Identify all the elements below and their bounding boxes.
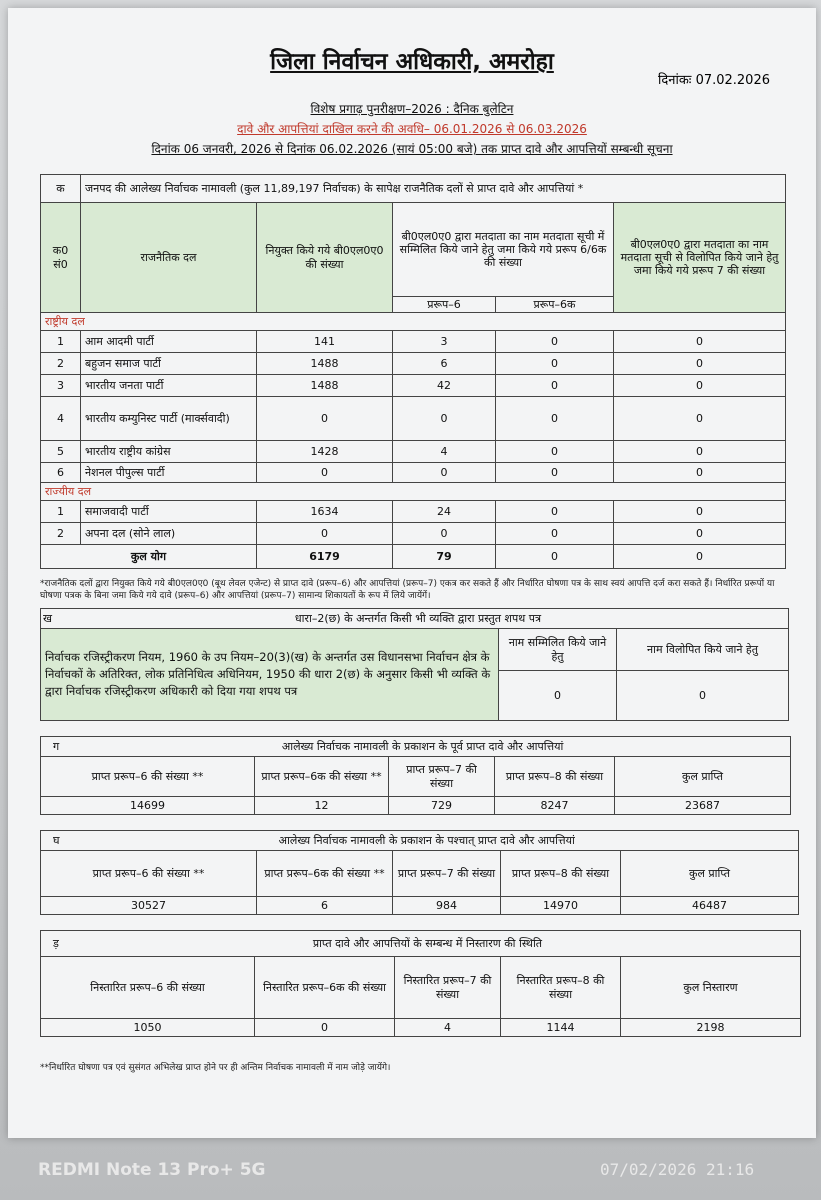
cell-sno: 2: [41, 523, 81, 545]
table-row: [41, 463, 786, 483]
col-header: निस्तारित प्ररूप–8 की संख्या: [501, 957, 621, 1019]
cell-form6k: 0: [496, 375, 614, 397]
col-header-sno: क0 सं0: [41, 203, 81, 313]
col-header-include: नाम सम्मिलित किये जाने हेतु: [499, 629, 617, 671]
col-header-add: बी0एल0ए0 द्वारा मतदाता का नाम मतदाता सूची में सम्मिलित किये जाने हेतु जमा किये गये प्ररूप 6/6क की संख्या: [393, 203, 614, 297]
value-cell: 14970: [501, 897, 621, 915]
col-header-bla: नियुक्त किये गये बी0एल0ए0 की संख्या: [257, 203, 393, 313]
cell-bla: 1488: [257, 353, 393, 375]
section-heading: जनपद की आलेख्य निर्वाचक नामावली (कुल 11,89,197 निर्वाचक) के सापेक्ष राजनैतिक दलों से प्राप्त दावे और आपत्तियां *: [81, 175, 786, 203]
affidavit-description: निर्वाचक रजिस्ट्रीकरण नियम, 1960 के उप नियम–20(3)(ख) के अन्तर्गत उस विधानसभा निर्वाचन क्षेत्र के निर्वाचकों के अतिरिक्त, लोक प्रतिनिधित्व अधिनियम, 1950 की धारा 2(छ) के अनुसार किसी भी व्यक्ति के द्वारा निर्वाचक रजिस्ट्रीकरण अधिकारी को दिया गया शपथ पत्र: [41, 629, 499, 721]
section-heading: [41, 831, 799, 851]
cell-form7: 0: [614, 441, 786, 463]
section-title: आलेख्य निर्वाचक नामावली के प्रकाशन के पश्चात् प्राप्त दावे और आपत्तियां: [278, 833, 575, 847]
total-form6k: 0: [496, 545, 614, 569]
value-delete: 0: [617, 671, 789, 721]
section-ka-footnote: *राजनैतिक दलों द्वारा नियुक्त किये गये बी0एल0ए0 (बूथ लेवल एजेन्ट) से प्राप्त दावे (प्ररूप–6) और आपत्तियां (प्ररूप–7) एकत्र कर सकते हैं और निर्धारित घोषणा पत्र के साथ स्वयं आपत्ति दर्ज करा सकते हैं। निर्धारित प्ररूपों या घोषणा पत्रक के बिना जमा किये गये दावे (प्ररूप–6) और आपत्तियां (प्ररूप–7) सामान्य शिकायतों के रूप में लिये जायेंगें।: [40, 579, 775, 602]
col-header: कुल निस्तारण: [621, 957, 801, 1019]
section-letter: घ: [53, 833, 60, 847]
section-title: आलेख्य निर्वाचक नामावली के प्रकाशन के पूर्व प्राप्त दावे और आपत्तियां: [281, 739, 564, 753]
value-cell: 23687: [615, 797, 791, 815]
col-header: प्राप्त प्ररूप–7 की संख्या: [389, 757, 495, 797]
col-header: प्राप्त प्ररूप–8 की संख्या: [501, 851, 621, 897]
cell-bla: 1428: [257, 441, 393, 463]
cell-sno: 3: [41, 375, 81, 397]
section-letter: ग: [53, 739, 60, 753]
cell-form6: 0: [393, 523, 496, 545]
bottom-note: **निर्धारित घोषणा पत्र एवं सुसंगत अभिलेख प्राप्त होने पर ही अन्तिम निर्वाचक नामावली में नाम जोड़े जायेंगे।: [40, 1063, 391, 1073]
cell-form6k: 0: [496, 501, 614, 523]
cell-sno: 5: [41, 441, 81, 463]
col-header: प्राप्त प्ररूप–8 की संख्या: [495, 757, 615, 797]
cell-sno: 1: [41, 501, 81, 523]
col-header: प्राप्त प्ररूप–6 की संख्या **: [41, 851, 257, 897]
table-row: [41, 331, 786, 353]
section-letter: ख: [43, 611, 52, 625]
subheader-form6: प्ररूप–6: [393, 297, 496, 313]
cell-party: समाजवादी पार्टी: [81, 501, 257, 523]
cell-form6k: 0: [496, 331, 614, 353]
value-cell: 0: [255, 1019, 395, 1037]
col-header: निस्तारित प्ररूप–7 की संख्या: [395, 957, 501, 1019]
cell-form6: 3: [393, 331, 496, 353]
cell-form6: 0: [393, 397, 496, 441]
section-heading: [41, 609, 789, 629]
cell-sno: 1: [41, 331, 81, 353]
cell-form7: 0: [614, 353, 786, 375]
cell-sno: 6: [41, 463, 81, 483]
cell-bla: 0: [257, 397, 393, 441]
col-header: प्राप्त प्ररूप–7 की संख्या: [393, 851, 501, 897]
cell-form6k: 0: [496, 353, 614, 375]
value-include: 0: [499, 671, 617, 721]
bulletin-subtitle: विशेष प्रगाढ़ पुनरीक्षण–2026 : दैनिक बुलेटिन: [310, 102, 514, 116]
total-bla: 6179: [257, 545, 393, 569]
cell-form6: 4: [393, 441, 496, 463]
cell-sno: 2: [41, 353, 81, 375]
value-cell: 4: [395, 1019, 501, 1037]
cell-party: भारतीय राष्ट्रीय कांग्रेस: [81, 441, 257, 463]
value-cell: 2198: [621, 1019, 801, 1037]
claim-period: दावे और आपत्तियां दाखिल करने की अवधि– 06.01.2026 से 06.03.2026: [237, 122, 587, 136]
cell-bla: 0: [257, 463, 393, 483]
col-header-delete: नाम विलोपित किये जाने हेतु: [617, 629, 789, 671]
total-row: [41, 545, 786, 569]
col-header: प्राप्त प्ररूप–6क की संख्या **: [257, 851, 393, 897]
section-letter: क: [41, 175, 81, 203]
cell-sno: 4: [41, 397, 81, 441]
col-header: कुल प्राप्ति: [621, 851, 799, 897]
group-label-state: राज्यीय दल: [41, 483, 786, 501]
col-header: निस्तारित प्ररूप–6 की संख्या: [41, 957, 255, 1019]
cell-bla: 1488: [257, 375, 393, 397]
cell-party: बहुजन समाज पार्टी: [81, 353, 257, 375]
party-claims-table: [40, 174, 786, 569]
col-header-delete: बी0एल0ए0 द्वारा मतदाता का नाम मतदाता सूची से विलोपित किये जाने हेतु जमा किये गये प्ररूप 7 की संख्या: [614, 203, 786, 313]
cell-form6: 6: [393, 353, 496, 375]
section-letter: ड़: [53, 936, 59, 950]
col-header: प्राप्त प्ररूप–6 की संख्या **: [41, 757, 255, 797]
cell-party: भारतीय कम्युनिस्ट पार्टी (मार्क्सवादी): [81, 397, 257, 441]
table-row: [41, 397, 786, 441]
cell-form6: 24: [393, 501, 496, 523]
table-row: [41, 523, 786, 545]
subheader-form6k: प्ररूप–6क: [496, 297, 614, 313]
col-header: कुल प्राप्ति: [615, 757, 791, 797]
cell-form7: 0: [614, 463, 786, 483]
value-cell: 8247: [495, 797, 615, 815]
section-heading: [41, 931, 801, 957]
page-title: जिला निर्वाचन अधिकारी, अमरोहा: [270, 49, 554, 75]
group-label-national: राष्ट्रीय दल: [41, 313, 786, 331]
total-label: कुल योग: [41, 545, 257, 569]
section-title: धारा–2(छ) के अन्तर्गत किसी भी व्यक्ति द्वारा प्रस्तुत शपथ पत्र: [294, 611, 542, 625]
total-form6: 79: [393, 545, 496, 569]
col-header: निस्तारित प्ररूप–6क की संख्या: [255, 957, 395, 1019]
value-cell: 729: [389, 797, 495, 815]
cell-form7: 0: [614, 375, 786, 397]
cell-form6k: 0: [496, 441, 614, 463]
section-heading: [41, 737, 791, 757]
table-row: [41, 353, 786, 375]
table-row: [41, 501, 786, 523]
cell-party: आम आदमी पार्टी: [81, 331, 257, 353]
cell-form7: 0: [614, 523, 786, 545]
value-cell: 12: [255, 797, 389, 815]
cell-form6k: 0: [496, 523, 614, 545]
cell-bla: 0: [257, 523, 393, 545]
cell-party: नेशनल पीपुल्स पार्टी: [81, 463, 257, 483]
cell-party: अपना दल (सोने लाल): [81, 523, 257, 545]
col-header: प्राप्त प्ररूप–6क की संख्या **: [255, 757, 389, 797]
cell-form7: 0: [614, 331, 786, 353]
cell-form6k: 0: [496, 397, 614, 441]
value-cell: 984: [393, 897, 501, 915]
cell-bla: 1634: [257, 501, 393, 523]
value-cell: 46487: [621, 897, 799, 915]
value-cell: 30527: [41, 897, 257, 915]
bulletin-date: दिनांकः 07.02.2026: [657, 73, 770, 88]
table-row: [41, 441, 786, 463]
disposal-status-table: [40, 930, 801, 1037]
pre-publication-table: [40, 736, 791, 815]
device-watermark: REDMI Note 13 Pro+ 5G: [38, 1160, 266, 1180]
value-cell: 14699: [41, 797, 255, 815]
total-form7: 0: [614, 545, 786, 569]
cell-form6: 0: [393, 463, 496, 483]
value-cell: 6: [257, 897, 393, 915]
value-cell: 1050: [41, 1019, 255, 1037]
timestamp-watermark: 07/02/2026 21:16: [600, 1160, 755, 1179]
table-row: [41, 375, 786, 397]
value-cell: 1144: [501, 1019, 621, 1037]
cell-bla: 141: [257, 331, 393, 353]
col-header-party: राजनैतिक दल: [81, 203, 257, 313]
cell-party: भारतीय जनता पार्टी: [81, 375, 257, 397]
cell-form7: 0: [614, 397, 786, 441]
bulletin-page: [8, 8, 816, 1138]
post-publication-table: [40, 830, 799, 915]
cell-form7: 0: [614, 501, 786, 523]
cell-form6k: 0: [496, 463, 614, 483]
affidavit-table: [40, 608, 789, 721]
report-period: दिनांक 06 जनवरी, 2026 से दिनांक 06.02.2026 (सायं 05:00 बजे) तक प्राप्त दावे और आपत्तियों सम्बन्धी सूचना: [151, 142, 673, 156]
cell-form6: 42: [393, 375, 496, 397]
section-title: प्राप्त दावे और आपत्तियों के सम्बन्ध में निस्तारण की स्थिति: [312, 936, 543, 950]
